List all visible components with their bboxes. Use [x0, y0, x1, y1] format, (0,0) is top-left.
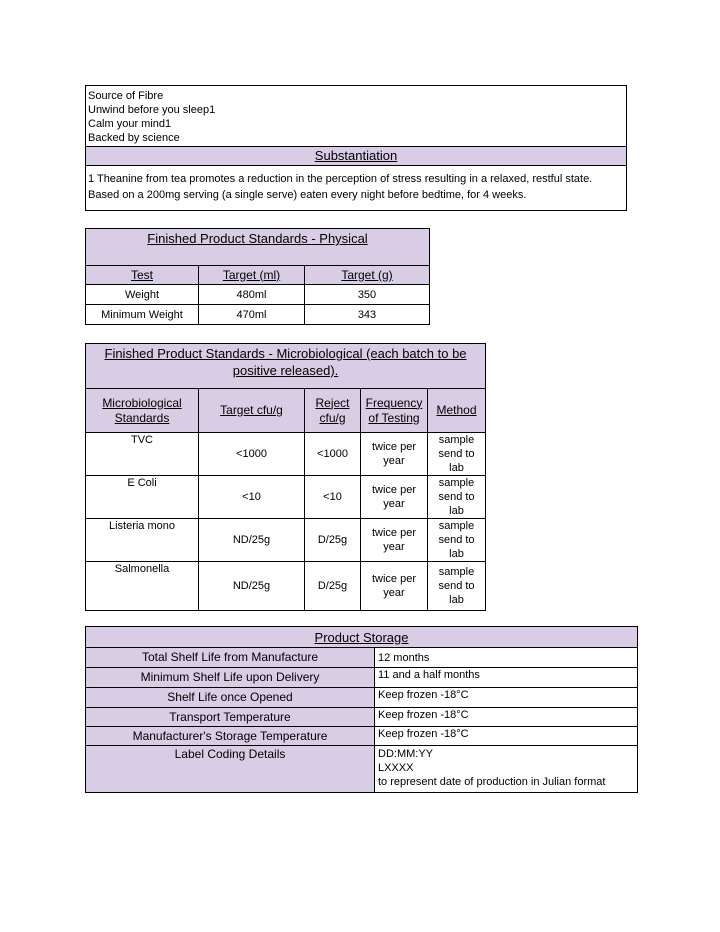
storage-value-label-coding	[375, 746, 638, 793]
micro-cell-reject: D/25g	[305, 562, 361, 611]
physical-cell: Weight	[86, 285, 199, 305]
table-row	[86, 688, 638, 708]
physical-cell: 343	[305, 305, 430, 325]
claim-line: Calm your mind1	[88, 118, 172, 130]
micro-cell-method: sample send to lab	[428, 476, 486, 519]
physical-cell: 480ml	[199, 285, 305, 305]
storage-label: Shelf Life once Opened	[86, 688, 375, 708]
micro-cell-reject: <1000	[305, 433, 361, 476]
storage-value: 12 months	[375, 648, 638, 668]
physical-header-target-g: Target (g)	[305, 266, 430, 285]
micro-title-cell	[86, 344, 486, 389]
micro-header-method: Method	[428, 389, 486, 433]
storage-label: Label Coding Details	[86, 746, 375, 793]
storage-label: Transport Temperature	[86, 708, 375, 727]
micro-cell-target: ND/25g	[199, 519, 305, 562]
table-row	[86, 746, 638, 793]
table-row	[86, 305, 430, 325]
claim-line: Backed by science	[88, 132, 180, 144]
claim-line: Unwind before you sleep1	[88, 104, 216, 116]
physical-cell: 350	[305, 285, 430, 305]
label-coding-line: DD:MM:YY	[378, 748, 433, 760]
storage-label: Manufacturer's Storage Temperature	[86, 727, 375, 746]
micro-header-reject: Reject cfu/g	[305, 389, 361, 433]
physical-cell: 470ml	[199, 305, 305, 325]
micro-cell-standard: Salmonella	[86, 562, 199, 611]
storage-value: 11 and a half months	[375, 668, 638, 688]
micro-cell-frequency: twice per year	[361, 519, 428, 562]
table-row	[86, 648, 638, 668]
storage-title-cell	[86, 627, 638, 648]
micro-header-standards: Microbiological Standards	[86, 389, 199, 433]
table-row	[86, 562, 486, 611]
label-coding-line: LXXXX	[378, 762, 414, 774]
physical-title: Finished Product Standards - Physical	[147, 231, 368, 246]
micro-standards-table	[85, 343, 486, 611]
micro-cell-reject: D/25g	[305, 519, 361, 562]
table-row	[86, 519, 486, 562]
physical-standards-table	[85, 228, 430, 325]
product-storage-table	[85, 626, 638, 793]
substantiation-text: 1 Theanine from tea promotes a reduction in the perception of stress resulting in a relaxed, restful state. Based on a 200mg serving (a single serve) eaten every night before bedtime, for 4 weeks.	[88, 173, 593, 201]
micro-cell-frequency: twice per year	[361, 476, 428, 519]
storage-value: Keep frozen -18°C	[375, 688, 638, 708]
micro-cell-method: sample send to lab	[428, 433, 486, 476]
label-coding-line: to represent date of production in Julian format	[378, 776, 606, 788]
physical-title-row	[86, 229, 430, 266]
micro-cell-target: <1000	[199, 433, 305, 476]
substantiation-title: Substantiation	[314, 148, 398, 163]
storage-label: Minimum Shelf Life upon Delivery	[86, 668, 375, 688]
table-row	[86, 285, 430, 305]
storage-label: Total Shelf Life from Manufacture	[86, 648, 375, 668]
physical-header-target-ml: Target (ml)	[199, 266, 305, 285]
claims-lines	[86, 86, 626, 146]
physical-title-cell	[86, 229, 430, 266]
table-row	[86, 433, 486, 476]
micro-header-row	[86, 389, 486, 433]
micro-title-row	[86, 344, 486, 389]
physical-cell: Minimum Weight	[86, 305, 199, 325]
claims-box	[85, 85, 627, 211]
micro-cell-method: sample send to lab	[428, 562, 486, 611]
micro-header-target: Target cfu/g	[199, 389, 305, 433]
micro-cell-target: <10	[199, 476, 305, 519]
substantiation-header	[86, 146, 626, 166]
table-row	[86, 727, 638, 746]
storage-value: Keep frozen -18°C	[375, 727, 638, 746]
micro-cell-standard: E Coli	[86, 476, 199, 519]
micro-cell-reject: <10	[305, 476, 361, 519]
storage-title-row	[86, 627, 638, 648]
micro-cell-frequency: twice per year	[361, 433, 428, 476]
micro-cell-standard: Listeria mono	[86, 519, 199, 562]
micro-cell-method: sample send to lab	[428, 519, 486, 562]
table-row	[86, 476, 486, 519]
storage-title: Product Storage	[314, 629, 409, 645]
table-row	[86, 668, 638, 688]
micro-title: Finished Product Standards - Microbiological (each batch to be positive released).	[104, 346, 467, 378]
physical-header-row	[86, 266, 430, 285]
micro-header-frequency: Frequency of Testing	[361, 389, 428, 433]
micro-cell-standard: TVC	[86, 433, 199, 476]
micro-cell-target: ND/25g	[199, 562, 305, 611]
micro-cell-frequency: twice per year	[361, 562, 428, 611]
table-row	[86, 708, 638, 727]
storage-value: Keep frozen -18°C	[375, 708, 638, 727]
claim-line: Source of Fibre	[88, 90, 164, 102]
physical-header-test: Test	[86, 266, 199, 285]
